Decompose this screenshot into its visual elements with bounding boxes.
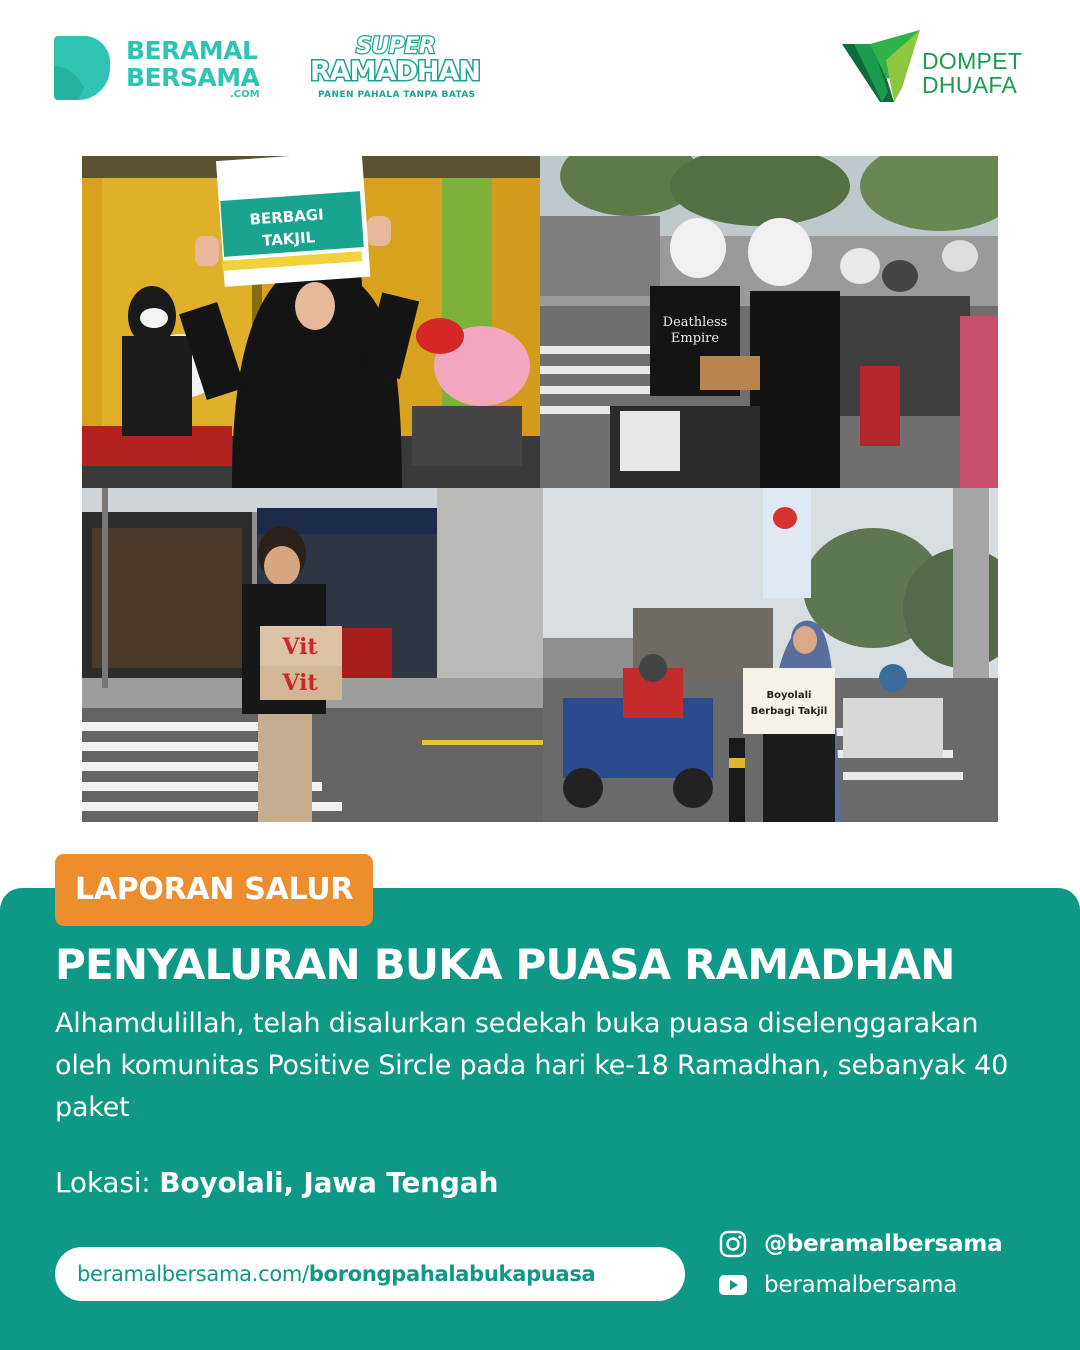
logo-text-line2: BERSAMA bbox=[126, 63, 260, 92]
youtube-channel[interactable] bbox=[718, 1270, 957, 1300]
report-title: PENYALURAN BUKA PUASA RAMADHAN bbox=[55, 940, 955, 989]
dompet-dhuafa-logo bbox=[842, 30, 1042, 106]
photo-volunteer-holding-sign bbox=[82, 156, 540, 488]
report-location bbox=[55, 1166, 498, 1199]
beramal-bersama-logo bbox=[54, 36, 274, 102]
instagram-handle-text: @beramalbersama bbox=[764, 1231, 1003, 1257]
sign-text-line2: Berbagi Takjil bbox=[750, 706, 828, 717]
photo-giving-takjil-to-rider bbox=[540, 156, 998, 488]
instagram-icon bbox=[718, 1229, 748, 1259]
campaign-logo-line2: RAMADHAN bbox=[310, 56, 480, 87]
logo-text-suffix: .COM bbox=[230, 89, 260, 100]
super-ramadhan-logo bbox=[310, 34, 486, 106]
sign-text-line1: Boyolali bbox=[766, 690, 812, 701]
partner-logo-line1: DOMPET bbox=[922, 48, 1023, 74]
youtube-icon bbox=[718, 1270, 748, 1300]
report-description: Alhamdulillah, telah disalurkan sedekah buka puasa diselenggarakan oleh komunitas Positive Sircle pada hari ke-18 Ramadhan, sebanyak 40 paket bbox=[55, 1008, 1009, 1123]
campaign-link[interactable] bbox=[55, 1247, 685, 1301]
shirt-text-line1: Deathless bbox=[662, 315, 728, 330]
heart-icon bbox=[54, 36, 114, 100]
box-text-line2: Vit bbox=[282, 670, 318, 696]
partner-logo-line2: DHUAFA bbox=[922, 72, 1018, 98]
logo-text-line1: BERAMAL bbox=[126, 36, 258, 65]
campaign-logo-line1: SUPER bbox=[356, 34, 436, 59]
youtube-channel-text: beramalbersama bbox=[764, 1272, 958, 1298]
location-value: Boyolali, Jawa Tengah bbox=[159, 1166, 499, 1199]
shirt-text-line2: Empire bbox=[670, 331, 720, 346]
campaign-logo-tagline: PANEN PAHALA TANPA BATAS bbox=[318, 90, 476, 100]
photo-volunteer-carrying-boxes bbox=[82, 488, 543, 822]
sign-text-line1: BERBAGI bbox=[249, 205, 325, 229]
box-text-line1: Vit bbox=[282, 634, 318, 660]
campaign-link-prefix: beramalbersama.com/ bbox=[77, 1262, 309, 1286]
location-label: Lokasi: bbox=[55, 1166, 160, 1199]
campaign-link-path: borongpahalabukapuasa bbox=[308, 1262, 596, 1286]
instagram-handle[interactable] bbox=[718, 1229, 1002, 1259]
sign-text-line2: TAKJIL bbox=[261, 228, 316, 250]
dompet-dhuafa-mark-icon bbox=[842, 30, 922, 104]
report-badge: LAPORAN SALUR bbox=[55, 854, 373, 926]
photo-roadside-takjil-sharing bbox=[543, 488, 998, 822]
